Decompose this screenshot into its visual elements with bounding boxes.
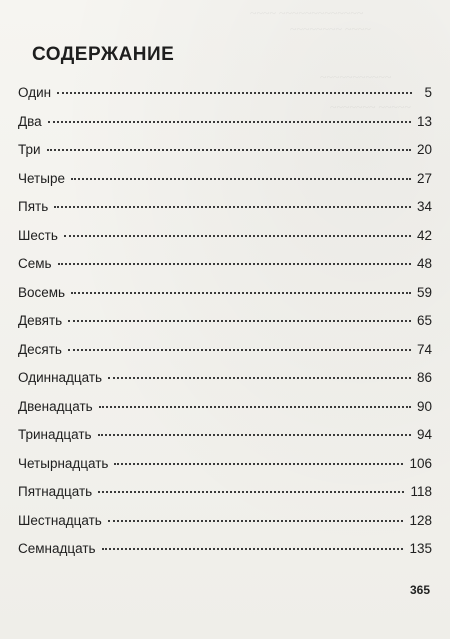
toc-entry-title: Девять <box>18 313 63 328</box>
toc-entry-title: Пятнадцать <box>18 484 93 499</box>
dot-leader <box>98 433 411 436</box>
toc-entry[interactable] <box>18 456 432 485</box>
toc-entry-title: Шесть <box>18 227 58 243</box>
dot-leader <box>108 376 411 379</box>
toc-entry-page: 128 <box>409 512 432 528</box>
toc-entry-title: Десять <box>18 341 62 357</box>
toc-entry-title: Семнадцать <box>18 541 96 556</box>
toc-entry-page: 20 <box>416 142 432 157</box>
toc-entry-title: Двенадцать <box>18 398 93 414</box>
toc-entry[interactable] <box>18 228 432 257</box>
toc-entry-page: 118 <box>410 484 432 499</box>
dot-leader <box>108 519 404 522</box>
toc-entry-title: Тринадцать <box>18 427 92 442</box>
dot-leader <box>68 348 411 351</box>
page-title: СОДЕРЖАНИЕ <box>32 44 175 65</box>
dot-leader <box>64 234 411 237</box>
toc-entry[interactable] <box>18 285 432 314</box>
dot-leader <box>68 319 411 322</box>
toc-entry-title: Семь <box>18 256 52 271</box>
toc-entry-page: 90 <box>416 398 432 414</box>
toc-entry-page: 106 <box>409 455 432 471</box>
toc-entry-page: 59 <box>416 284 432 300</box>
toc-entry-page: 34 <box>416 199 432 214</box>
toc-entry-title: Три <box>18 142 41 157</box>
toc-entry-page: 27 <box>416 170 432 186</box>
toc-entry-page: 42 <box>416 227 432 243</box>
page-number: 365 <box>409 583 430 597</box>
toc-entry[interactable] <box>18 370 432 399</box>
toc-entry-page: 135 <box>409 541 432 556</box>
toc-entry-page: 74 <box>416 341 432 357</box>
toc-entry-page: 94 <box>416 427 432 442</box>
toc-entry[interactable] <box>18 513 432 542</box>
toc-entry[interactable] <box>18 399 432 428</box>
show-through-texture: ~~~~~~~ ~~~~~ <box>330 100 411 114</box>
toc-entry[interactable] <box>18 114 432 143</box>
dot-leader <box>71 291 411 294</box>
toc-entry-title: Один <box>18 85 52 100</box>
toc-entry-page: 5 <box>424 85 432 100</box>
dot-leader <box>57 91 412 94</box>
toc-entry-title: Четыре <box>18 170 65 186</box>
toc-entry-title: Восемь <box>18 284 66 300</box>
table-of-contents <box>18 85 432 570</box>
show-through-texture: ~~~~~~~~~~~ <box>320 70 392 84</box>
toc-entry[interactable] <box>18 342 432 371</box>
toc-entry[interactable] <box>18 313 432 342</box>
toc-entry-page: 13 <box>416 113 432 129</box>
dot-leader <box>99 405 411 408</box>
dot-leader <box>114 462 403 465</box>
dot-leader <box>47 148 411 151</box>
toc-entry[interactable] <box>18 85 432 114</box>
toc-entry-title: Одиннадцать <box>18 370 103 385</box>
toc-entry[interactable] <box>18 199 432 228</box>
toc-entry-page: 48 <box>416 256 432 271</box>
toc-entry[interactable] <box>18 256 432 285</box>
dot-leader <box>54 205 411 208</box>
dot-leader <box>102 547 404 550</box>
show-through-texture: ~~~~~~~~ ~~~~ <box>290 22 371 36</box>
dot-leader <box>98 490 404 493</box>
toc-entry-page: 86 <box>416 370 432 385</box>
show-through-texture: ~~~~ ~~~~~~~~~~~~~ <box>250 6 364 20</box>
toc-entry-page: 65 <box>416 313 432 328</box>
dot-leader <box>58 262 411 265</box>
toc-entry[interactable] <box>18 484 432 513</box>
toc-entry-title: Два <box>18 113 42 129</box>
toc-entry[interactable] <box>18 142 432 171</box>
toc-entry-title: Пять <box>18 199 49 214</box>
toc-entry[interactable] <box>18 541 432 570</box>
toc-entry-title: Шестнадцать <box>18 512 102 528</box>
toc-entry-title: Четырнадцать <box>18 455 109 471</box>
dot-leader <box>71 177 411 180</box>
dot-leader <box>48 120 411 123</box>
toc-entry[interactable] <box>18 427 432 456</box>
toc-entry[interactable] <box>18 171 432 200</box>
